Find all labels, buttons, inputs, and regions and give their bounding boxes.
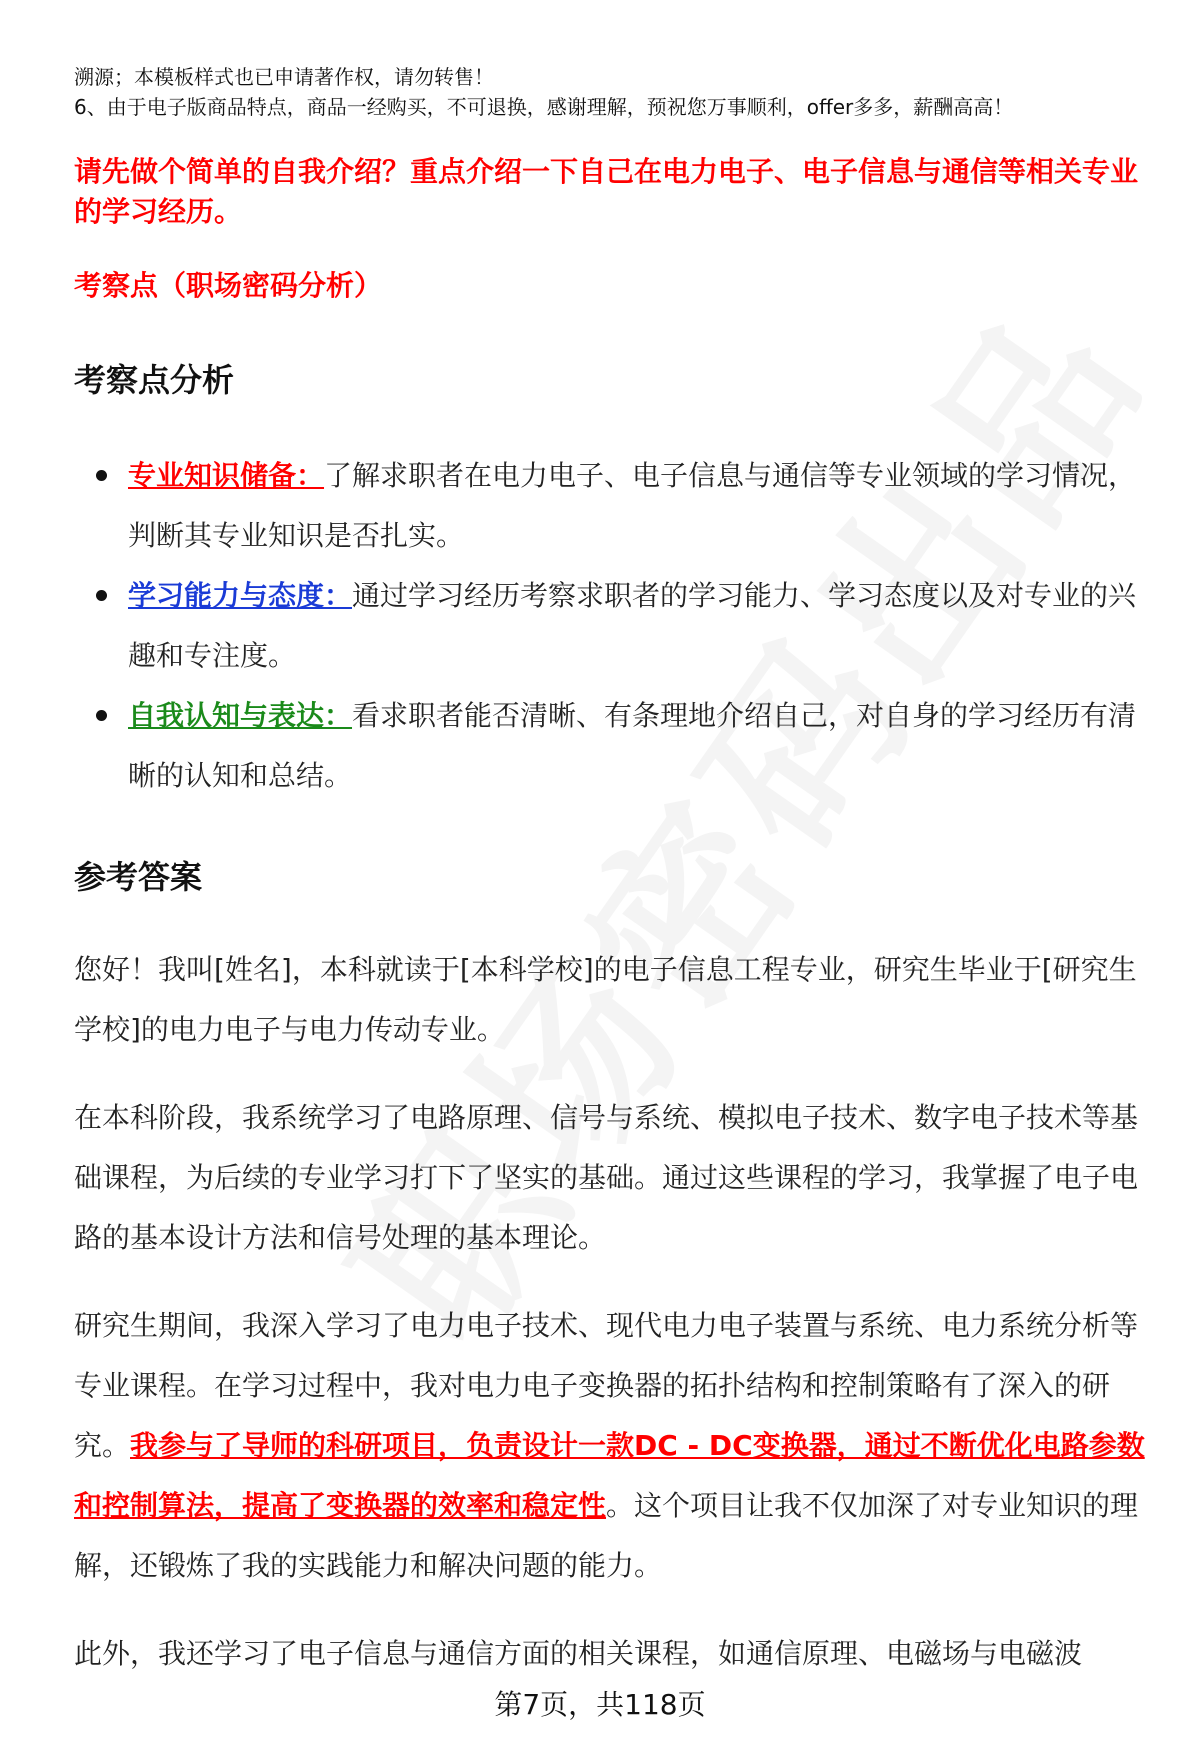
bullet-dot-icon — [96, 470, 107, 481]
interview-question: 请先做个简单的自我介绍？重点介绍一下自己在电力电子、电子信息与通信等相关专业的学习经历。 — [74, 155, 1139, 228]
notes-block — [74, 62, 1154, 122]
analysis-text: 通过学习经历考察求职者的学习能力、学习态度以及对专业的兴趣和专注度。 — [128, 579, 1137, 672]
note-line: 溯源；本模板样式也已申请著作权，请勿转售！ — [74, 65, 494, 89]
answer-text: 。这个项目让我不仅加深了对专业知识的理解，还锻炼了我的实践能力和解决问题的能力。 — [74, 1489, 1139, 1582]
analysis-text: 了解求职者在电力电子、电子信息与通信等专业领域的学习情况，判断其专业知识是否扎实。 — [128, 459, 1137, 552]
analysis-tag: 考察点（职场密码分析） — [74, 269, 383, 302]
analysis-item — [74, 686, 1154, 806]
answer-paragraph — [74, 1296, 1152, 1596]
bullet-dot-icon — [96, 710, 107, 721]
analysis-item — [74, 446, 1154, 566]
answer-highlight: 我参与了导师的科研项目，负责设计一款DC - DC变换器，通过不断优化电路参数和控制算法，提高了变换器的效率和稳定性 — [74, 1429, 1145, 1522]
analysis-keyword: 专业知识储备： — [128, 459, 325, 492]
analysis-item — [74, 566, 1154, 686]
analysis-keyword: 学习能力与态度： — [128, 579, 353, 612]
note-line: 6、由于电子版商品特点，商品一经购买，不可退换，感谢理解，预祝您万事顺利，offer多多，薪酬高高！ — [74, 95, 1014, 119]
analysis-list — [74, 446, 1154, 806]
analysis-keyword: 自我认知与表达： — [128, 699, 353, 732]
answer-paragraph: 在本科阶段，我系统学习了电路原理、信号与系统、模拟电子技术、数字电子技术等基础课程，为后续的专业学习打下了坚实的基础。通过这些课程的学习，我掌握了电子电路的基本设计方法和信号处理的基本理论。 — [74, 1101, 1139, 1254]
answer-text: 研究生期间，我深入学习了电力电子技术、现代电力电子装置与系统、电力系统分析等专业课程。在学习过程中，我对电力电子变换器的拓扑结构和控制策略有了深入的研究。 — [74, 1309, 1139, 1462]
page-number: 第7页，共118页 — [494, 1688, 706, 1721]
analysis-text: 看求职者能否清晰、有条理地介绍自己，对自身的学习经历有清晰的认知和总结。 — [128, 699, 1137, 792]
analysis-heading: 考察点分析 — [74, 361, 235, 399]
answer-body — [74, 940, 1152, 1712]
answer-heading: 参考答案 — [74, 858, 203, 896]
bullet-dot-icon — [96, 590, 107, 601]
answer-paragraph: 您好！我叫[姓名]，本科就读于[本科学校]的电子信息工程专业，研究生毕业于[研究生学校]的电力电子与电力传动专业。 — [74, 953, 1137, 1046]
answer-paragraph: 此外，我还学习了电子信息与通信方面的相关课程，如通信原理、电磁场与电磁波 — [74, 1637, 1083, 1670]
